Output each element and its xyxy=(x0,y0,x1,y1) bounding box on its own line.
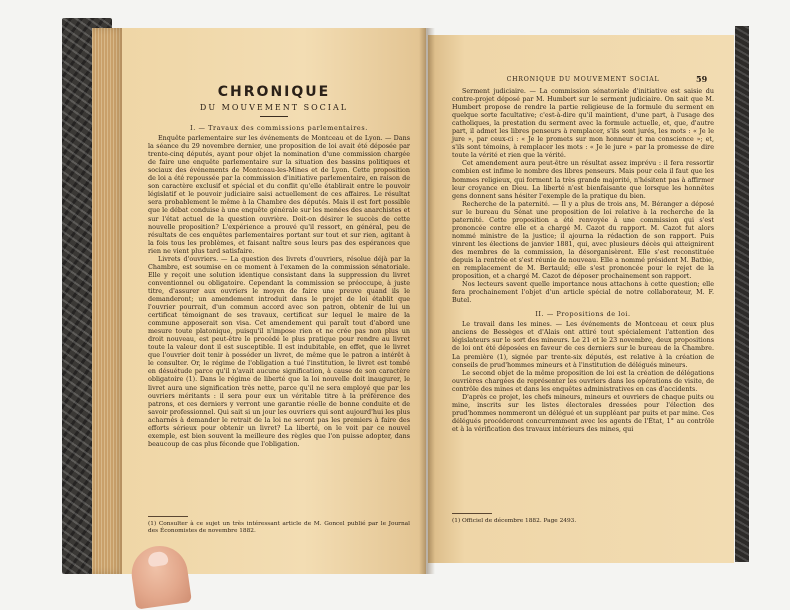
paragraph: Nos lecteurs savent quelle importance nous attachons à cette question; elle fera prochainement l'objet d'un article spécial de notre collaborateur, M. F. Butel. xyxy=(452,280,714,305)
paragraph: Le travail dans les mines. — Les événements de Montceau et ceux plus anciens de Bessèges et d'Alais ont attiré tout spécialement l'attention des législateurs sur le sort des mineurs. Le 21 et le 23 novembre, deux propositions de loi ont été déposées en faveur de ces derniers sur le bureau de la Chambre. La première (1), signée par trente-six députés, est relative à la création de conseils de prud'hommes mineurs et à l'institution de délégués mineurs. xyxy=(452,320,714,369)
paragraph: Enquête parlementaire sur les événements de Montceau et de Lyon. — Dans la séance du 29 novembre dernier, une proposition de loi avait été déposée par trente-cinq députés, ayant pour objet la nomination d'une commission chargée de faire une enquête parlementaire sur la situation des bassins politiques et sociaux des événements de Montceau-les-Mines et de Lyon. Cette proposition de loi a été repoussée par la commission d'initiative parlementaire, en raison de son caractère exclusif et spécial et du conflit qu'elle établirait entre le pouvoir législatif et le pouvoir judiciaire saisi actuellement de ces affaires. Le résultat sera probablement le même à la Chambre des députés. Mais il est fort possible que le débat conduise à une enquête générale sur les menées des anarchistes et sur l'état actuel de la question ouvrière. Doit-on désirer le succès de cette nouvelle proposition? L'expérience a prouvé qu'il ressort, en général, peu de résultats de ces enquêtes parlementaires portant sur tout et sur rien, agitant à la fois tous les problèmes, et faisant naître sous leurs pas des espérances que rien ne vient plus tard satisfaire. xyxy=(148,134,410,255)
running-head: CHRONIQUE DU MOUVEMENT SOCIAL xyxy=(506,76,660,83)
left-page xyxy=(122,28,426,574)
section-heading: I. — Travaux des commissions parlementaires. xyxy=(190,124,368,132)
page-block-edge xyxy=(92,28,126,574)
paragraph: Livrets d'ouvriers. — La question des livrets d'ouvriers, résolue déjà par la Chambre, est soumise en ce moment à l'examen de la commission sénatoriale. Elle y reçoit une solution identique consistant dans la suppression du livret conventionnel ou obligatoire. Cependant la commission se préoccupe, à juste titre, d'assurer aux ouvriers le moyen de faire une preuve quand ils le demanderont; un amendement introduit dans le projet de loi établit que l'ouvrier pourrait, d'un commun accord avec son patron, obtenir de lui un certificat témoignant de ses travaux, certificat sur lequel le maire de la commune apposerait son visa. Cet amendement qui paraît tout d'abord une mesure toute platonique, puisqu'il n'impose rien et ne crée pas non plus un droit nouveau, est peut-être le procédé le plus pratique pour rendre au livret toute la valeur dont il est susceptible. Il est indubitable, en effet, que le livret que l'ouvrier doit tenir à posséder un livret, de même que le patron a intérêt à le consulter. Or, le régime de l'obligation a tué l'institution, le livret est tombé en désuétude parce qu'il n'avait aucune signification, à cause de son caractère obligatoire (1). Dans le régime de liberté que la loi nouvelle doit inaugurer, le livret aura une signification très nette, parce qu'il ne sera employé que par les ouvriers méritants : il sera pour eux un véritable titre à la préférence des patrons, et ces derniers y verront une garantie réelle de bonne conduite et de savoir professionnel. Qui sait si un jour les ouvriers qui sont aujourd'hui les plus acharnés à demander le retrait de la loi ne seront pas les premiers à faire des efforts sérieux pour obtenir un livret? La liberté, on le voit par ce nouvel exemple, est bien souvent la meilleure des règles que l'on puisse adopter, dans beaucoup de cas plus féconde que l'obligation. xyxy=(148,254,410,448)
footnote: (1) Consulter à ce sujet un très intéressant article de M. Goncel publié par le Journal des Économistes de novembre 1882. xyxy=(148,521,410,535)
page-title: CHRONIQUE xyxy=(217,84,331,100)
paragraph: Le second objet de la même proposition de loi est la création de délégations ouvrières chargées de représenter les ouvriers dans les opérations de visite, de contrôle des mines et dans les enquêtes administratives en cas d'accidents. xyxy=(452,368,714,393)
right-page xyxy=(428,35,734,563)
marbled-cover-right xyxy=(735,26,749,562)
page-number: 59 xyxy=(696,74,708,84)
paragraph: Cet amendement aura peut-être un résultat assez imprévu : il fera ressortir combien est infime le nombre des libres penseurs. Mais pour cela il faut que les hommes religieux, qui forment la très grande majorité, n'hésitent pas à affirmer leur croyance en Dieu. La liberté n'est bienfaisante que lorsque les honnêtes gens donnent sans hésiter l'exemple de la pratique du bien. xyxy=(452,159,714,200)
paragraph: D'après ce projet, les chefs mineurs, mineurs et ouvriers de chaque puits ou mine, inscrits sur les listes électorales dressées pour l'élection des prud'hommes nommeront un délégué et un suppléant par puits et par mine. Ces délégués procéderont concurremment avec les agents de l'État, 1° au contrôle et à la vérification des travaux intérieurs des mines, qui xyxy=(452,392,714,433)
section-heading: II. — Propositions de loi. xyxy=(535,310,631,319)
left-text-column xyxy=(148,124,410,448)
page-subtitle: DU MOUVEMENT SOCIAL xyxy=(199,103,349,112)
footnote-rule xyxy=(148,516,188,517)
footnote-rule xyxy=(452,513,492,514)
paragraph: Recherche de la paternité. — Il y a plus de trois ans, M. Béranger a déposé sur le bureau du Sénat une proposition de loi relative à la recherche de la paternité. Cette proposition a été renvoyée à une commission qui s'est prononcée contre elle et a chargé M. Cazot du rapport. M. Cazot fut alors nommé ministre de la justice; il ajourna la rédaction de son rapport. Puis vinrent les élections de janvier 1881, qui, avec plusieurs décès qui atteignirent des membres de la commission, la désorganisèrent. Elle s'est reconstituée depuis la rentrée et s'est réunie de nouveau. Elle a nommé président M. Batbie, en remplacement de M. Bertauld; elle s'est prononcée pour le rejet de la proposition, et a chargé M. Cazot de déposer prochainement son rapport. xyxy=(452,199,714,281)
paragraph: Serment judiciaire. — La commission sénatoriale d'initiative est saisie du contre-projet déposé par M. Humbert sur le serment judiciaire. On sait que M. Humbert propose de rendre la partie religieuse de la formule du serment en quelque sorte facultative; c'est-à-dire qu'il maintient, d'une part, à l'usage des catholiques, la prestation du serment avec la formule actuelle, et, que, d'autre part, il admet les libres penseurs à remplacer, s'ils sont jurés, les mots : « Je le jure », par ceux-ci : « Je le promets sur mon honneur et ma conscience »; et, s'ils sont témoins, à remplacer les mots : « Je le jure » par la promesse de dire toute la vérité et rien que la vérité. xyxy=(452,87,714,160)
footnote: (1) Officiel de décembre 1882. Page 2493. xyxy=(452,518,577,524)
title-rule xyxy=(260,116,288,117)
right-text-column xyxy=(452,87,714,433)
book-gutter xyxy=(419,28,435,574)
